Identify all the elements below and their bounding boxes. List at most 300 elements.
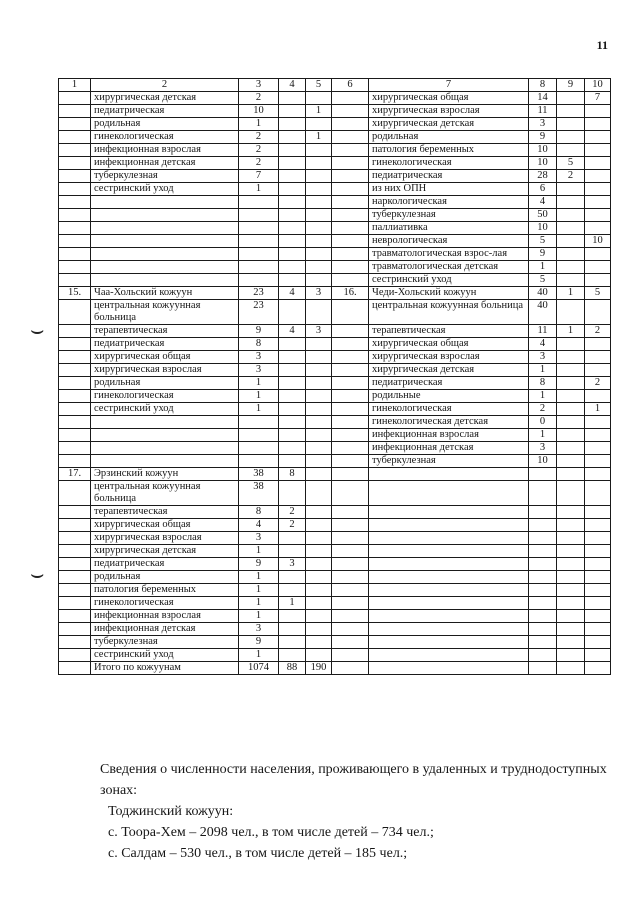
table-cell [557,131,585,144]
table-cell: 10 [529,455,557,468]
table-cell [332,584,369,597]
table-cell: 38 [239,481,279,506]
table-cell [306,416,332,429]
table-cell [557,403,585,416]
table-cell: 40 [529,287,557,300]
table-cell [59,584,91,597]
row-label [369,636,529,649]
table-cell [332,248,369,261]
table-cell [306,455,332,468]
table-cell [332,183,369,196]
row-label: инфекционная взрослая [91,610,239,623]
row-label: педиатрическая [369,170,529,183]
table-cell [557,390,585,403]
table-cell [529,610,557,623]
table-cell [306,144,332,157]
table-row [59,183,611,196]
row-label [91,261,239,274]
row-label: терапевтическая [91,506,239,519]
table-cell [332,105,369,118]
table-cell [529,481,557,506]
table-cell [557,300,585,325]
row-label: инфекционная детская [91,157,239,170]
row-label: туберкулезная [91,170,239,183]
table-cell [332,455,369,468]
table-cell: 6 [529,183,557,196]
table-cell [59,545,91,558]
table-cell: 3 [529,442,557,455]
table-cell: 11 [529,325,557,338]
table-cell: 1 [239,183,279,196]
table-cell: 9 [239,325,279,338]
row-label [91,248,239,261]
table-cell [279,455,306,468]
table-cell [529,623,557,636]
table-cell [279,610,306,623]
table-cell [279,235,306,248]
table-cell [59,157,91,170]
table-cell [585,248,611,261]
table-cell: 5 [557,157,585,170]
table-cell: 1074 [239,662,279,675]
row-label: хирургическая взрослая [91,364,239,377]
table-cell [585,105,611,118]
table-cell: 1 [529,429,557,442]
table-cell [279,183,306,196]
row-label: хирургическая общая [369,338,529,351]
table-cell [585,351,611,364]
table-cell [585,468,611,481]
table-cell: 1 [557,287,585,300]
table-cell: 2 [585,377,611,390]
table-cell: 2 [239,131,279,144]
column-number: 1 [59,79,91,92]
row-label: хирургическая взрослая [91,532,239,545]
row-label: паллиативка [369,222,529,235]
row-label: педиатрическая [91,338,239,351]
table-cell [332,519,369,532]
row-label [91,196,239,209]
table-row [59,390,611,403]
row-label: Чеди-Хольский кожуун [369,287,529,300]
table-cell [585,649,611,662]
table-cell [279,545,306,558]
table-cell [557,235,585,248]
column-number: 10 [585,79,611,92]
table-cell [332,157,369,170]
table-row [59,558,611,571]
table-cell [306,610,332,623]
table-cell: 1 [239,390,279,403]
table-row [59,623,611,636]
row-label: гинекологическая [91,390,239,403]
table-cell [279,131,306,144]
table-cell: 3 [279,558,306,571]
table-row [59,610,611,623]
table-cell [59,325,91,338]
table-cell: 2 [239,92,279,105]
table-cell [306,623,332,636]
table-cell [239,274,279,287]
table-row [59,649,611,662]
table-cell [585,558,611,571]
row-label: гинекологическая [369,157,529,170]
table-cell [306,170,332,183]
row-label: неврологическая [369,235,529,248]
table-row [59,209,611,222]
table-cell: 14 [529,92,557,105]
table-cell [332,468,369,481]
table-cell: 23 [239,287,279,300]
table-cell: 1 [239,649,279,662]
table-cell [557,468,585,481]
row-label: сестринский уход [91,403,239,416]
column-number: 4 [279,79,306,92]
table-cell [557,649,585,662]
table-cell [279,364,306,377]
table-cell: 15. [59,287,91,300]
table-cell [529,545,557,558]
row-label: туберкулезная [369,209,529,222]
row-label: Итого по кожуунам [91,662,239,675]
table-cell [306,274,332,287]
table-cell [279,636,306,649]
table-cell [239,416,279,429]
table-cell [306,209,332,222]
table-cell: 9 [529,131,557,144]
row-label: центральная кожуунная больница [91,300,239,325]
table-cell [332,532,369,545]
table-row [59,222,611,235]
row-label [91,222,239,235]
table-cell [306,481,332,506]
table-cell [279,196,306,209]
table-cell [59,248,91,261]
table-cell [59,209,91,222]
row-label [369,545,529,558]
table-cell: 16. [332,287,369,300]
table-row [59,118,611,131]
table-cell: 2 [279,506,306,519]
table-cell [59,623,91,636]
table-cell [59,390,91,403]
row-label: гинекологическая [369,403,529,416]
table-cell [306,584,332,597]
table-cell: 10 [529,157,557,170]
table-cell [59,338,91,351]
table-cell [279,157,306,170]
table-cell [306,235,332,248]
row-label: гинекологическая [91,597,239,610]
table-cell: 1 [239,545,279,558]
table-cell [59,571,91,584]
row-label: педиатрическая [369,377,529,390]
table-cell [332,261,369,274]
table-cell [59,416,91,429]
table-cell [59,131,91,144]
table-cell [279,429,306,442]
table-cell [529,597,557,610]
table-cell [585,455,611,468]
table-cell: 0 [529,416,557,429]
table-cell: 1 [529,364,557,377]
table-cell [529,506,557,519]
row-label: хирургическая детская [91,545,239,558]
table-cell [585,196,611,209]
table-cell [59,183,91,196]
table-cell: 4 [529,338,557,351]
table-cell [585,261,611,274]
row-label: хирургическая взрослая [369,351,529,364]
table-cell: 1 [239,403,279,416]
table-cell [529,468,557,481]
row-label [369,584,529,597]
table-cell [279,170,306,183]
row-label: родильная [91,571,239,584]
table-cell [557,248,585,261]
table-cell [557,222,585,235]
row-label: хирургическая общая [91,519,239,532]
table-cell: 11 [529,105,557,118]
note-district: Тоджинский кожуун: [108,804,234,819]
table-row [59,364,611,377]
row-label: инфекционная взрослая [369,429,529,442]
table-cell: 8 [239,338,279,351]
table-cell: 2 [279,519,306,532]
table-cell [332,545,369,558]
table-row [59,287,611,300]
table-cell [557,636,585,649]
table-row [59,519,611,532]
row-label: центральная кожуунная больница [369,300,529,325]
row-label [369,481,529,506]
table-cell: 2 [557,170,585,183]
table-row [59,170,611,183]
table-cell: 28 [529,170,557,183]
row-label: туберкулезная [91,636,239,649]
table-cell: 1 [585,403,611,416]
table-row [59,235,611,248]
table-row [59,144,611,157]
table-row [59,131,611,144]
table-cell: 8 [529,377,557,390]
table-cell: 8 [279,468,306,481]
table-cell [529,662,557,675]
table-cell [585,532,611,545]
table-cell: 9 [529,248,557,261]
column-number: 9 [557,79,585,92]
column-number: 8 [529,79,557,92]
table-cell [279,481,306,506]
table-row [59,416,611,429]
table-cell [59,300,91,325]
table-row [59,662,611,675]
table-cell [306,157,332,170]
row-label [91,209,239,222]
table-cell [279,351,306,364]
table-cell [557,377,585,390]
table-cell [332,623,369,636]
table-cell [59,403,91,416]
note-intro: Сведения о численности населения, проживающего в удаленных и труднодоступных зонах: [100,762,607,798]
table-cell [59,170,91,183]
table-cell [585,131,611,144]
table-cell: 1 [239,118,279,131]
row-label: Эрзинский кожуун [91,468,239,481]
table-row [59,300,611,325]
table-cell [59,235,91,248]
row-label: наркологическая [369,196,529,209]
row-label [91,235,239,248]
table-cell [585,118,611,131]
row-label [369,649,529,662]
table-cell: 40 [529,300,557,325]
table-cell: 3 [529,351,557,364]
row-label [369,532,529,545]
table-row [59,403,611,416]
table-cell [239,455,279,468]
row-label: родильная [91,377,239,390]
row-label: терапевтическая [369,325,529,338]
table-cell [557,261,585,274]
table-cell [279,261,306,274]
table-cell [557,532,585,545]
table-cell [279,274,306,287]
table-cell [557,274,585,287]
table-cell [279,338,306,351]
table-cell [332,506,369,519]
table-cell [306,183,332,196]
table-cell [557,118,585,131]
bed-count-table [58,78,611,675]
table-cell [59,662,91,675]
table-cell: 10 [585,235,611,248]
table-cell [557,481,585,506]
table-cell [529,558,557,571]
row-label: инфекционная детская [91,623,239,636]
table-cell [585,597,611,610]
table-cell: 50 [529,209,557,222]
table-cell [585,623,611,636]
table-cell [557,662,585,675]
table-cell [59,558,91,571]
table-cell [557,610,585,623]
table-cell [59,636,91,649]
table-cell [332,338,369,351]
table-cell [529,636,557,649]
row-label: хирургическая общая [369,92,529,105]
table-cell [239,235,279,248]
table-cell: 1 [239,597,279,610]
table-cell [279,222,306,235]
table-cell [557,364,585,377]
table-cell [585,222,611,235]
table-row [59,442,611,455]
table-cell [557,545,585,558]
table-cell [529,649,557,662]
table-cell [59,597,91,610]
table-cell [332,196,369,209]
table-cell [279,105,306,118]
table-cell [59,429,91,442]
table-cell [585,636,611,649]
table-cell [585,571,611,584]
table-row [59,545,611,558]
table-row [59,274,611,287]
table-cell [557,196,585,209]
table-cell: 8 [239,506,279,519]
table-cell [332,571,369,584]
table-cell [279,584,306,597]
row-label: патология беременных [91,584,239,597]
note-village-saldam: с. Салдам – 530 чел., в том числе детей – 185 чел.; [108,846,408,861]
table-cell: 10 [239,105,279,118]
table-cell [332,649,369,662]
table-cell [557,416,585,429]
table-row [59,597,611,610]
table-cell [306,429,332,442]
table-cell [306,338,332,351]
row-label [91,429,239,442]
table-cell [332,429,369,442]
table-row [59,429,611,442]
table-cell [239,429,279,442]
table-cell: 4 [279,287,306,300]
table-cell [239,442,279,455]
row-label: сестринский уход [91,183,239,196]
row-label: терапевтическая [91,325,239,338]
table-cell [279,623,306,636]
table-cell [279,248,306,261]
table-cell [557,623,585,636]
table-cell [59,261,91,274]
table-cell: 1 [306,131,332,144]
row-label: Чаа-Хольский кожуун [91,287,239,300]
table-cell [59,351,91,364]
table-cell [59,532,91,545]
table-cell [332,351,369,364]
column-number: 6 [332,79,369,92]
table-cell: 1 [557,325,585,338]
table-cell [59,442,91,455]
table-cell [306,261,332,274]
table-cell [585,274,611,287]
table-cell: 2 [585,325,611,338]
table-row [59,455,611,468]
table-cell [585,157,611,170]
row-label: родильная [369,131,529,144]
row-label: центральная кожуунная больница [91,481,239,506]
row-label: хирургическая общая [91,351,239,364]
table-cell [59,118,91,131]
table-row [59,157,611,170]
table-cell [279,118,306,131]
table-cell [332,390,369,403]
table-cell: 10 [529,144,557,157]
row-label [369,623,529,636]
table-cell [585,610,611,623]
table-cell [332,416,369,429]
row-label [369,506,529,519]
table-row [59,325,611,338]
table-cell [585,545,611,558]
table-cell [332,636,369,649]
table-cell: 4 [279,325,306,338]
table-cell: 1 [306,105,332,118]
table-cell [279,209,306,222]
table-cell: 4 [529,196,557,209]
table-cell [529,584,557,597]
